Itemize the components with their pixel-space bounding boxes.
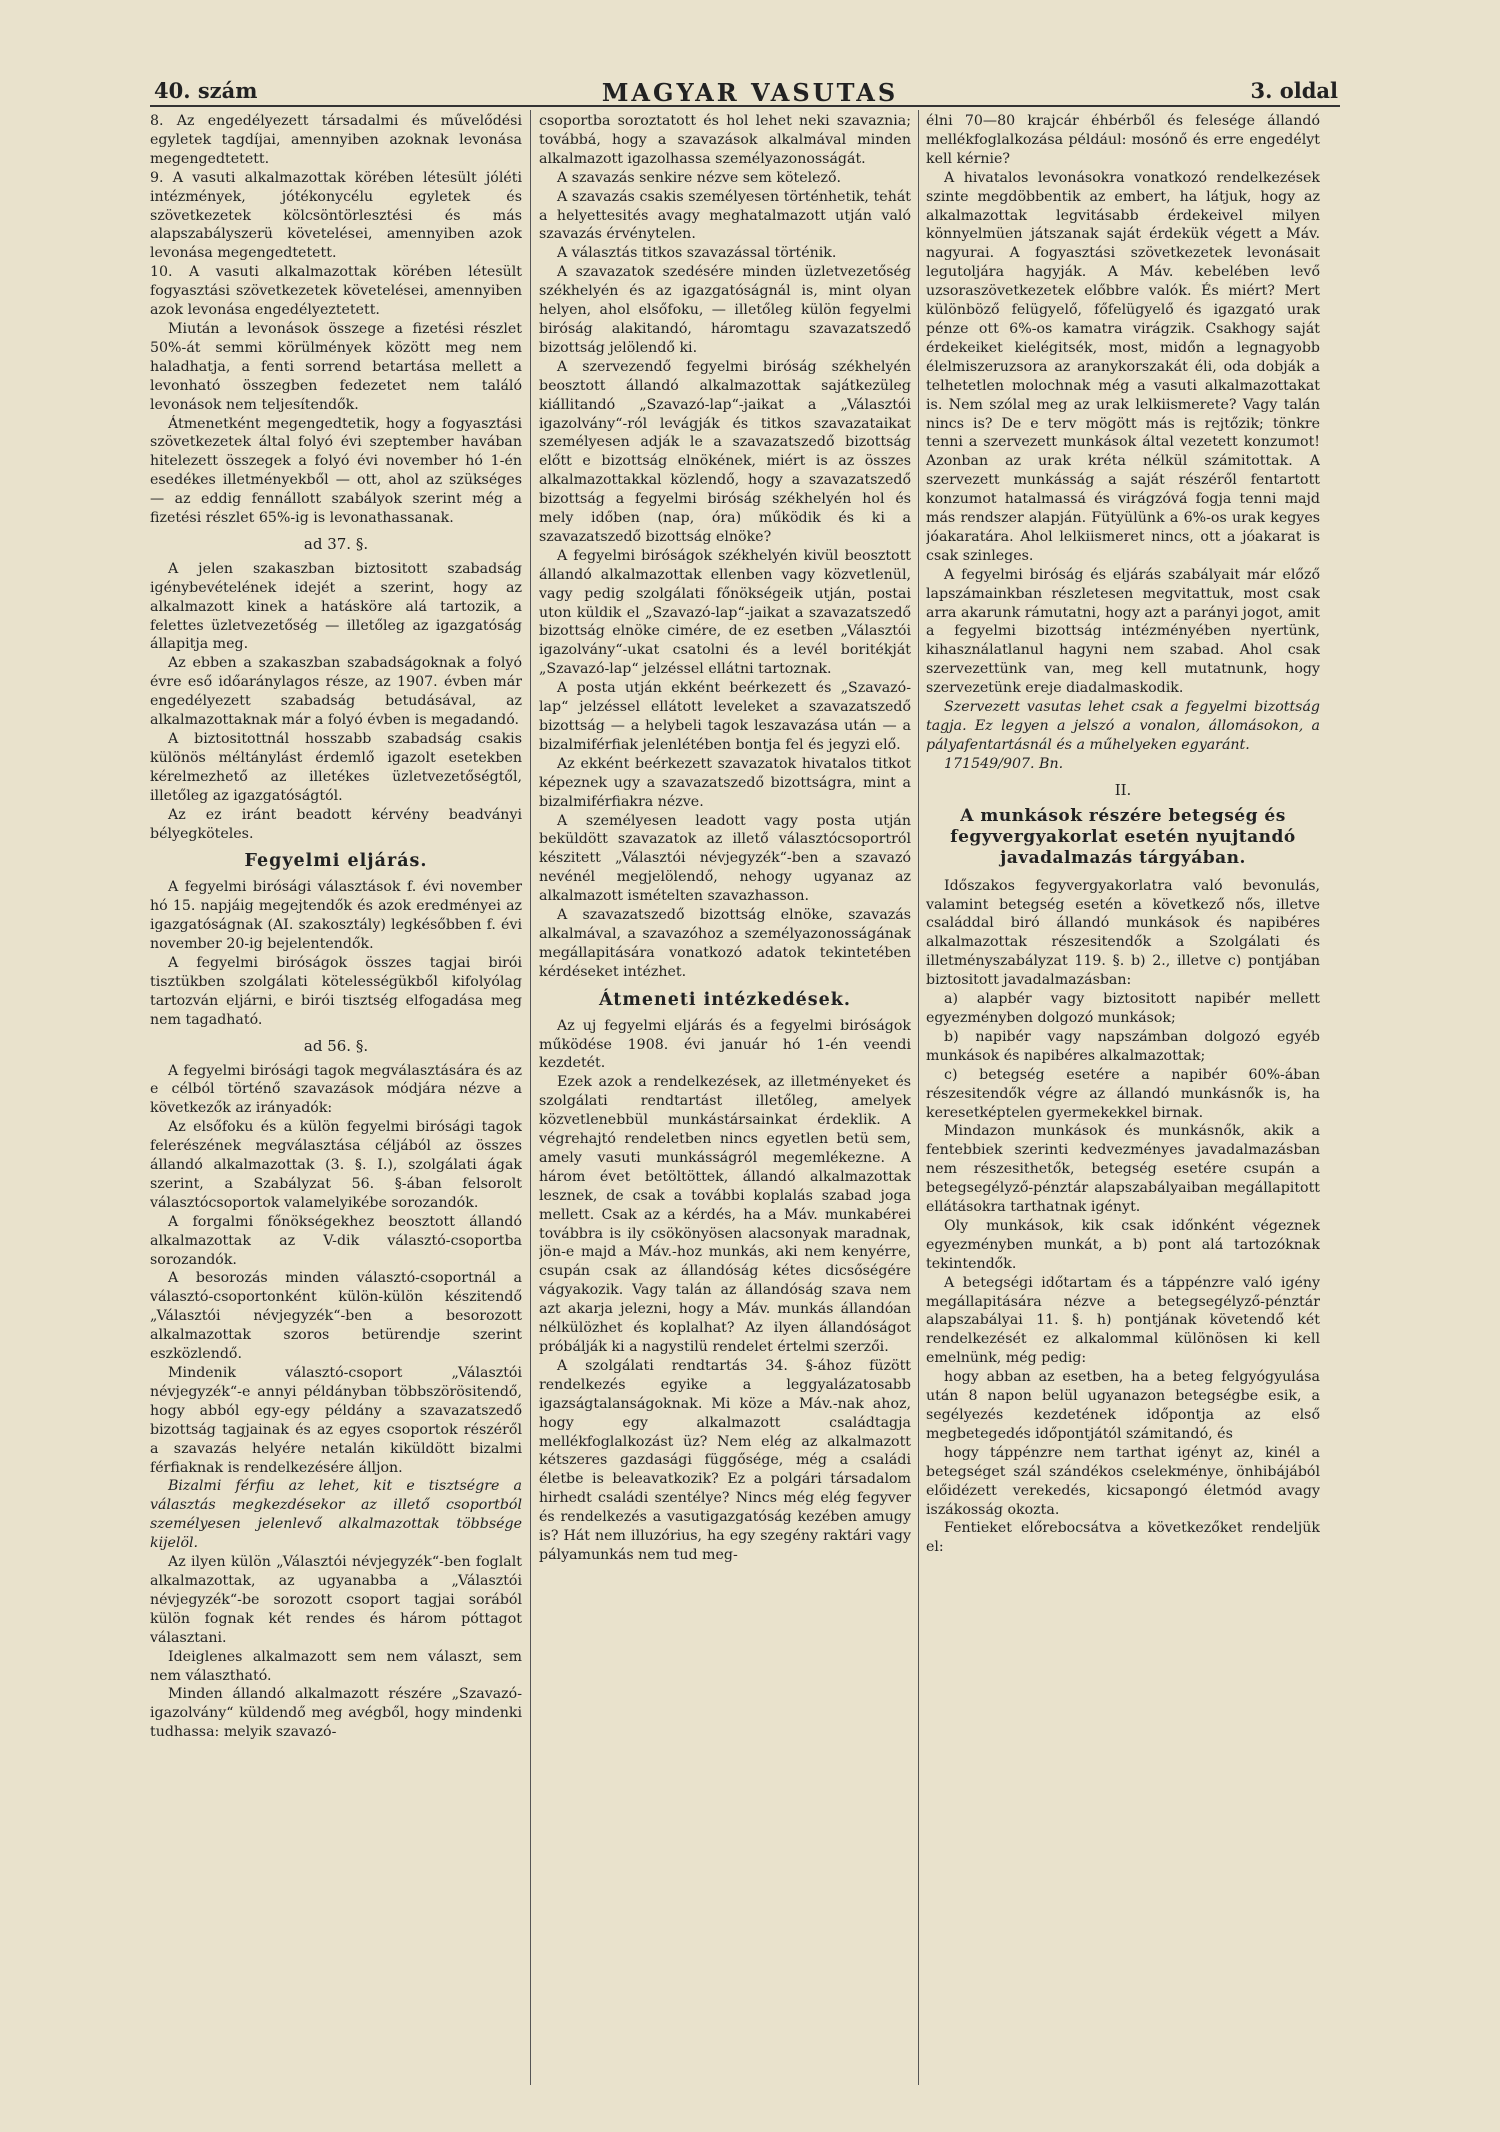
paragraph: Az uj fegyelmi eljárás és a fegyelmi biróságok működése 1908. évi január hó 1-én veendi kezdetét. [539,1017,911,1072]
paragraph: A hivatalos levonásokra vonatkozó rendelkezések szinte megdöbbentik az embert, ha látjuk, hogy az alkalmazottak legvitásabb érdekeivel milyen könnyelmüen játszanak saját érdekük végett a Máv. nagyurai. A fogyasztási szövetkezetek levonásait legutoljára hagyják. A Máv. kebelében levő uzsoraszövetkezetek előbbre valók. És miért? Mert különböző felügyelő, főfelügyelő és igazgató urak pénze ott 6%-os kamatra virágzik. Csakhogy saját érdekeiket kielégitsék, most, midőn a legnagyobb élelmiszeruzsora az aranykorszakát éli, oda dobják a telhetetlen molochnak még a vasuti alkalmazottakat is. Nem szólal meg az urak lelkiismerete? Vagy talán nincs is? De e terv mögött más is rejtőzik; tönkre tenni a szervezett munkások által vezetett konzumot! Azonban az urak kréta nélkül számitottak. A szervezett munkásság a saját részéről fentartott konzumot hatalmassá és virágzóvá fogja tenni majd más rendszer alapján. Fütyülünk a 6%-os urak kegyes jóakaratára. Ahol lelkiismeret nincs, ott a jóakarat is csak szinleges. [926,169,1320,564]
column-divider [918,110,919,2085]
paragraph: csoportba soroztatott és hol lehet neki szavaznia; továbbá, hogy a szavazások alkalmával minden alkalmazott igazolhassa személyazonosságát. [539,113,911,167]
paragraph: Oly munkások, kik csak időnként végeznek egyezményben munkát, a b) pont alá tartozóknak tekintendők. [926,1217,1320,1272]
italic-paragraph: Szervezett vasutas lehet csak a fegyelmi bizottság tagja. Ez legyen a jelszó a vonalon, állomásokon, a pályafentartásnál és a műhelyeken egyaránt. [926,699,1320,753]
paragraph: A posta utján ekként beérkezett és „Szavazó-lap“ jelzéssel ellátott leveleket a szavazatszedő bizottság — a helybeli tagok leszavazása után — a bizalmiférfiak jelenlétében bontja fel és jegyzi elő. [539,680,911,753]
paragraph: A szavazás csakis személyesen történhetik, tehát a helyettesités avagy meghatalmazott utján való szavazás érvénytelen. [539,188,911,243]
paragraph: Minden állandó alkalmazott részére „Szavazó-igazolvány“ küldendő meg avégből, hogy mindenki tudhassa: melyik szavazó- [150,1686,522,1741]
reference-number: 171549/907. Bn. [944,755,1064,772]
italic-paragraph: Bizalmi férfiu az lehet, kit e tisztségre a választás megkezdésekor az illető csoportból személyesen jelenlevő alkalmazottak többsége kijelöl. [150,1478,522,1552]
paragraph: Mindenik választó-csoport „Választói névjegyzék“-e annyi példányban többszörösitendő, hogy abból egy-egy példány a szavazatszedő bizottság tagjainak és az egyes csoportok részéről a szavazás helyére netalán kiküldött bizalmi férfiaknak is rendelkezésére álljon. [150,1365,522,1476]
section-heading: ad 37. §. [303,534,369,553]
paragraph: Mindazon munkások és munkásnők, akik a fentebbiek szerinti kedvezményes javadalmazásban nem részesithetők, betegség esetére csupán a betegsegélyző-pénztár alapszabályaiban megállapitott ellátásokra tarthatnak igényt. [926,1123,1320,1216]
paragraph: Átmenetként megengedtetik, hogy a fogyasztási szövetkezetek által folyó évi szeptember havában hitelezett összegek a folyó évi november hó 1-én esedékes illetményekből — ott, ahol az szükséges — az eddig fennállott szabályok szerint még a fizetési részlet 65%-ig is levonathassanak. [150,415,522,527]
article-heading: Átmeneti intézkedések. [598,989,852,1010]
paragraph: a) alapbér vagy biztositott napibér mellett egyezményben dolgozó munkások; [926,991,1320,1026]
paragraph: A szavazatok szedésére minden üzletvezetőség székhelyén és az igazgatóságnál is, mint olyan helyen, ahol elsőfoku, — illetőleg külön fegyelmi biróság alakitandó, háromtagu szavazatszedő bizottság jelölendő ki. [539,264,911,356]
column-divider [530,110,531,2085]
issue-number: 40. szám [154,78,258,103]
paragraph: Fentieket előrebocsátva a következőket rendeljük el: [926,1520,1320,1556]
paragraph: A választás titkos szavazással történik. [557,245,837,262]
article-heading: Fegyelmi eljárás. [244,851,428,872]
paragraph: Az ebben a szakaszban szabadságoknak a folyó évre eső időaránylagos része, az 1907. évben már engedélyezett szabadság betudásával, az alkalmazottaknak már a folyó évben is megadandó. [150,655,522,729]
paragraph: A szavazatszedő bizottság elnöke, szavazás alkalmával, a szavazóhoz a személyazonosságának megállapitására vonatkozó adatok tekintetében kérdéseket intézhet. [539,907,911,980]
paragraph: A biztositottnál hosszabb szabadság csakis különös méltánylást érdemlő igazolt esetekben kérelmezhető az illetékes üzletvezetőségtől, illetőleg az igazgatóságtól. [150,731,522,804]
paragraph: Ideiglenes alkalmazott sem nem választ, sem nem választható. [150,1648,522,1684]
paragraph: hogy táppénzre nem tarthat igényt az, kinél a betegséget szál szándékos cselekménye, önhibájából előidézett verekedés, kicsapongó életmód avagy iszákosság okozta. [926,1444,1320,1518]
paragraph: A betegségi időtartam és a táppénzre való igény megállapitására nézve a betegsegélyző-pénztár alapszabályai 11. §. h) pontjának követendő két rendelkezését ez alkalommal különösen ki kell emelnünk, még pedig: [926,1274,1320,1367]
paragraph: hogy abban az esetben, ha a beteg felgyógyulása után 8 napon belül ugyanazon betegségbe esik, a segélyezés kezdetének időpontja az első megbetegedés időpontjától számitandó, és [926,1369,1320,1442]
paragraph: Az ilyen külön „Választói névjegyzék“-ben foglalt alkalmazottak, az ugyanabba a „Választói névjegyzék“-be sorozott csoport tagjai sorából külön fognak két rendes és három póttagot választani. [150,1554,522,1646]
paragraph: 8. Az engedélyezett társadalmi és művelődési egyletek tagdíjai, amennyiben azoknak levonása megengedtetett. [150,113,522,167]
paragraph: A forgalmi főnökségekhez beosztott állandó alkalmazottak az V-dik választó-csoportba sorozandók. [150,1213,522,1268]
paragraph: Időszakos fegyvergyakorlatra való bevonulás, valamint betegség esetén a következő nős, illetve családdal biró állandó munkások és napibéres alkalmazottak részesitendők a Szolgálati és illetményszabályzat 119. §. b) 2., illetve c) pontjában biztositott javadalmazásban: [926,877,1320,989]
section-number: II. [1114,780,1132,799]
section-heading: ad 56. §. [303,1036,369,1055]
paragraph: A szolgálati rendtartás 34. §-ához füzött rendelkezés egyike a leggyalázatosabb igazságtalanságoknak. Mi köze a Máv.-nak ahoz, hogy egy alkalmazott családtagja mellékfoglalkozást üz? Nem elég az alkalmazott kétszeres gazdasági függősége, még a családi életbe is beleavatkozik? Ez a polgári társadalom hirhedt családi szentélye? Nincs még elég fegyver és rendelkezés a vasutigazgatóság kezében amugy is? Hát nem illuzórius, ha egy szegény raktári vagy pályamunkás nem tud meg- [539,1357,911,1563]
paragraph: A szavazás senkire nézve sem kötelező. [557,169,842,186]
paragraph: Az elsőfoku és a külön fegyelmi birósági tagok felerészének megválasztása céljából az összes állandó alkalmazottak (3. §. I.), szolgálati ágak szerint, a Szabályzat 56. §-ában felsorolt választócsoportok valamelyikébe sorozandók. [150,1119,522,1211]
paragraph: A fegyelmi birósági tagok megválasztására és az e célból történő szavazások módjára nézve a következők az irányadók: [150,1062,522,1117]
paragraph: c) betegség esetére a napibér 60%-ában részesitendők végre az állandó munkásnők is, ha keresetképtelen gyermekekkel birnak. [926,1066,1320,1121]
paragraph: Az ez iránt beadott kérvény beadványi bélyegköteles. [150,806,522,842]
paragraph: A fegyelmi birósági választások f. évi november hó 15. napjáig megejtendők és azok eredményei az igazgatóságnak (AI. szakosztály) legkésőbben f. évi november 20-ig bejelentendők. [150,879,522,953]
header-rule [150,105,1340,107]
paragraph: A fegyelmi biróságok összes tagjai birói tisztükben szolgálati kötelességükből kifolyólag tartozván eljárni, e birói tisztség elfogadása meg nem tagadható. [150,954,522,1028]
page-number: 3. oldal [1250,78,1338,103]
paragraph: 10. A vasuti alkalmazottak körében létesült fogyasztási szövetkezetek követelései, amennyiben azok levonása engedélyeztetett. [150,264,522,319]
paragraph: A jelen szakaszban biztositott szabadság igénybevételének idejét a szerint, hogy az alkalmazott kinek a hatásköre alá tartozik, a felettes üzletvezetőség — illetőleg az igazgatóság állapitja meg. [150,560,522,653]
paragraph: A fegyelmi biróságok székhelyén kivül beosztott állandó alkalmazottak ellenben vagy közvetlenül, vagy pedig szolgálati főnökségeik utján, postai uton küldik el „Szavazó-lap“-jaikat a szavazatszedő bizottság elnöke cimére, de ez esetben „Választói igazolvány“-ukat csatolni és a levél boritékját „Szavazó-lap“ jelzéssel ellátni tartoznak. [539,547,911,678]
column-1 [150,112,522,2082]
paragraph: A személyesen leadott vagy posta utján beküldött szavazatok az illető választócsoportról készitett „Választói névjegyzék“-ben a szavazó nevénél megjelölendő, nehogy ugyanaz az alkalmazott ismételten szavazhasson. [539,812,911,905]
paragraph: b) napibér vagy napszámban dolgozó egyéb munkások és napibéres alkalmazottak; [926,1028,1320,1064]
paragraph: Az ekként beérkezett szavazatok hivatalos titkot képeznek ugy a szavazatszedő bizottságra, mint a bizalmiférfiakra nézve. [539,755,911,810]
column-2 [539,112,911,2082]
column-3 [926,112,1320,2082]
paragraph: A fegyelmi biróság és eljárás szabályait már előző lapszámainkban részletesen megvitattuk, most csak arra akarunk rámutatni, hogy azt a parányi jogot, amit a fegyelmi bizottság intézményében nyertünk, kihasználatlanul hagyni nem szabad. Ahol csak szervezettünk van, meg kell mutatnunk, hogy szervezetünk ereje diadalmaskodik. [926,566,1320,697]
paragraph: A besorozás minden választó-csoportnál a választó-csoportonként külön-külön készitendő „Választói névjegyzék“-ben a besorozott alkalmazottak szoros betürendje szerint eszközlendő. [150,1270,522,1363]
paragraph: 9. A vasuti alkalmazottak körében létesült jóléti intézmények, jótékonycélu egyletek és szövetkezetek kölcsöntörlesztési és más alapszabályszerü követelései, amennyiben azok levonása megengedtetett. [150,169,522,262]
newspaper-title: MAGYAR VASUTAS [601,78,899,107]
paragraph: Ezek azok a rendelkezések, az illetményeket és szolgálati rendtartást illetőleg, amelyek közvetlenebbül munkástársainkat érdeklik. A végrehajtó rendeletben nincs egyetlen betü sem, amely vasuti munkásságról megemlékezne. A három évet betöltöttek, állandó alkalmazottak lesznek, de csak a további koplalás szabad joga mellett. Csak az a kérdés, ha a Máv. munkabérei továbbra is ily csökönyösen alacsonyak maradnak, jön-e majd a Máv.-hoz munkás, aki nem kenyérre, csupán csak az állandóság kétes dicsőségére vágyakozik. Vagy talán az állandóság szava nem azt akarja jelezni, hogy a Máv. munkás állandóan nélkülözhet és koplalhat? Az ilyen állandóságot próbálják ki a nagystilü rendelet értelmi szerzői. [539,1074,911,1355]
paragraph: élni 70—80 krajcár éhbérből és felesége állandó mellékfoglalkozása például: mosónő és erre engedélyt kell kérnie? [926,113,1320,167]
paragraph: Miután a levonások összege a fizetési részlet 50%-át semmi körülmények között meg nem haladhatja, a fenti sorrend betartása mellett a levonható összegben fedezetet nem találó levonások nem teljesítendők. [150,320,522,413]
article-heading: A munkások részére betegség és fegyvergyakorlat esetén nyujtandó javadalmazás tárgyában. [950,805,1296,868]
paragraph: A szervezendő fegyelmi biróság székhelyén beosztott állandó alkalmazottak sajátkezüleg kiállitandó „Szavazó-lap“-jaikat a „Választói igazolvány“-ról levágják és titkos szavazataikat személyesen adják le a szavazatszedő bizottság előtt e bizottság elnökének, miért is az összes alkalmazottakkal közlendő, hogy a szavazatszedő bizottság a fegyelmi biróság székhelyén hol és mely időben (nap, óra) működik és ki a szavazatszedő bizottság elnöke? [539,358,911,545]
